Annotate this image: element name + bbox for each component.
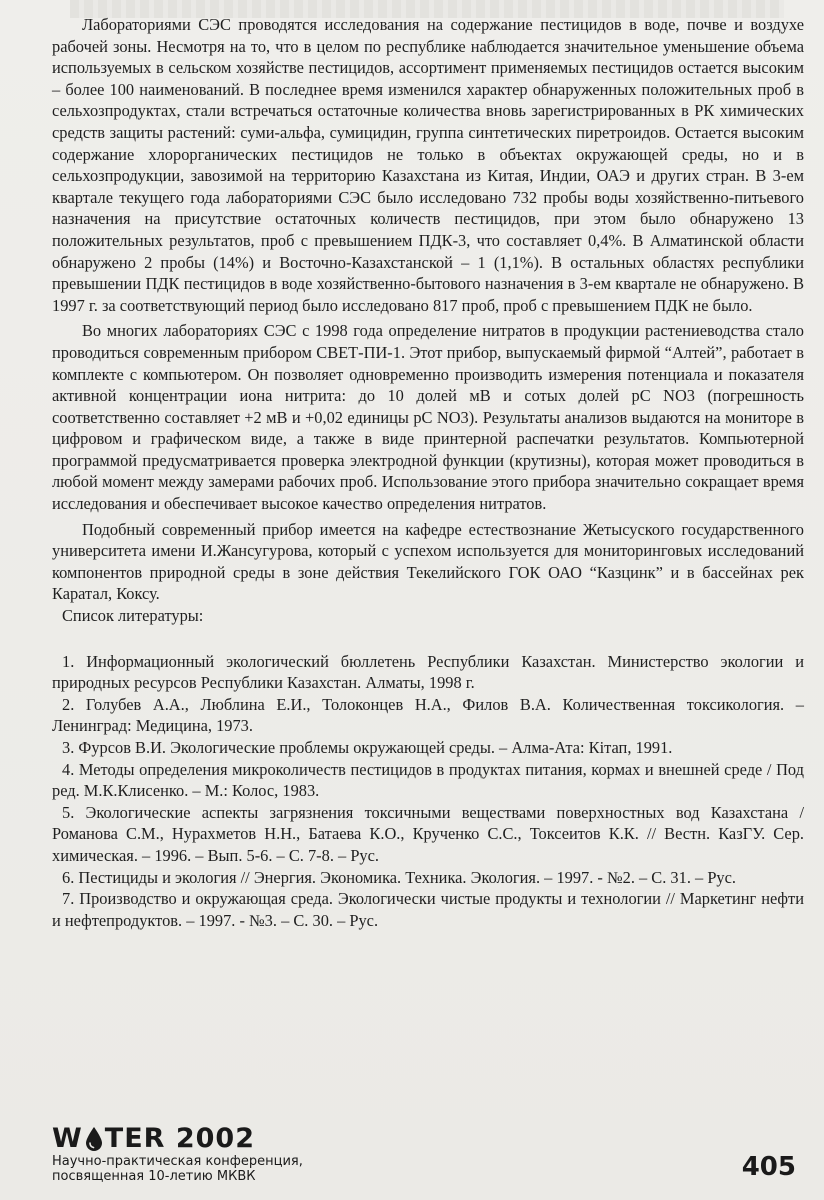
references-list xyxy=(52,651,804,932)
reference-item: 6. Пестициды и экология // Энергия. Экономика. Техника. Экология. – 1997. - №2. – С. 31. – Рус. xyxy=(62,867,736,887)
water-drop-icon xyxy=(84,1126,104,1152)
reference-item: 2. Голубев А.А., Люблина Е.И., Толоконцев Н.А., Филов В.А. Количественная токсикология. – Ленинград: Медицина, 1973. xyxy=(52,694,804,736)
logo-text-left: W xyxy=(52,1123,83,1154)
reference-item: 7. Производство и окружающая среда. Экологически чистые продукты и технологии // Маркетинг нефти и нефтепродуктов. – 1997. - №3. – С. 30. – Рус. xyxy=(52,889,804,930)
article-body xyxy=(52,14,804,931)
paragraph-nitrates: Во многих лабораториях СЭС с 1998 года определение нитратов в продукции растениеводства стало проводиться современным прибором СВЕТ-ПИ-1. Этот прибор, выпускаемый фирмой “Алтей”, работает в комплекте с компьютером. Он позволяет одновременно производить измерения потенциала и показателя активной концентрации иона нитрита: до 10 долей мВ и сотых долей рС NO3 (погрешность соответственно составляет +2 мВ и +0,02 единицы рС NO3). Результаты анализов выдаются на мониторе в цифровом и графическом виде, а также в виде принтерной распечатки результатов. Компьютерной программой предусматривается проверка электродной функции (крутизны), которая может проводиться в любой момент между замерами рабочих проб. Использование этого прибора значительно сокращает время исследования и обеспечивает высокое качество определения нитратов. xyxy=(52,321,804,514)
reference-item: 3. Фурсов В.И. Экологические проблемы окружающей среды. – Алма-Ата: Кітап, 1991. xyxy=(62,738,673,757)
conference-subtitle-line2: посвященная 10-летию МКВК xyxy=(52,1169,256,1184)
conference-subtitle-line1: Научно-практическая конференция, xyxy=(52,1154,303,1169)
reference-item: 5. Экологические аспекты загрязнения токсичными веществами поверхностных вод Казахстана / Романова С.М., Нурахметов Н.Н., Батаева К.О., Крученко С.С., Токсеитов К.К. // Вестн. КазГУ. Сер. химическая. – 1996. – Вып. 5-6. – С. 7-8. – Рус. xyxy=(52,802,804,865)
page-number: 405 xyxy=(741,1152,796,1182)
paragraph-pesticides: Лабораториями СЭС проводятся исследования на содержание пестицидов в воде, почве и воздухе рабочей зоны. Несмотря на то, что в целом по республике наблюдается значительное уменьшение объема используемых в сельском хозяйстве пестицидов, ассортимент применяемых пестицидов остается высоким – более 100 наименований. В последнее время изменился характер обнаруженных положительных проб в сельхозпродуктах, стали встречаться остаточные количества вновь зарегистрированных в РК химических средств защиты растений: суми-альфа, сумицидин, группа синтетических пиретроидов. Остается высоким содержание хлорорганических пестицидов не только в объектах окружающей среды, но и в сельхозпродукции, завозимой на территорию Казахстана из Китая, Индии, ОАЭ и других стран. В 3-ем квартале текущего года лабораториями СЭС было исследовано 732 пробы воды хозяйственно-питьевого назначения на присутствие остаточных количеств пестицидов, при этом было обнаружено 13 положительных результатов, проб с превышением ПДК-3, что составляет 0,4%. В Алматинской области обнаружено 2 пробы (14%) и Восточно-Казахстанской – 1 (1,1%). В остальных областях республики превышении ПДК пестицидов в воде хозяйственно-бытового назначения в 3-ем квартале не обнаружено. В 1997 г. за соответствующий период было исследовано 817 проб, проб с превышением ПДК не было. xyxy=(52,15,804,315)
paragraph-university-device: Подобный современный прибор имеется на кафедре естествознание Жетысуского государственного университета имени И.Жансугурова, который с успехом используется для мониторинговых исследований компонентов природной среды в зоне действия Текелийского ГОК ОАО “Казцинк” и в бассейнах рек Каратал, Коксу. xyxy=(52,519,804,604)
page-footer xyxy=(52,1124,804,1184)
references-heading: Список литературы: xyxy=(62,606,204,626)
conference-logo xyxy=(52,1124,804,1154)
reference-item: 1. Информационный экологический бюллетень Республики Казахстан. Министерство экологии и природных ресурсов Республики Казахстан. Алматы, 1998 г. xyxy=(52,651,804,693)
logo-text-right: TER 2002 xyxy=(104,1123,255,1154)
reference-item: 4. Методы определения микроколичеств пестицидов в продуктах питания, кормах и внешней среде / Под ред. М.К.Клисенко. – М.: Колос, 1983. xyxy=(52,759,804,801)
